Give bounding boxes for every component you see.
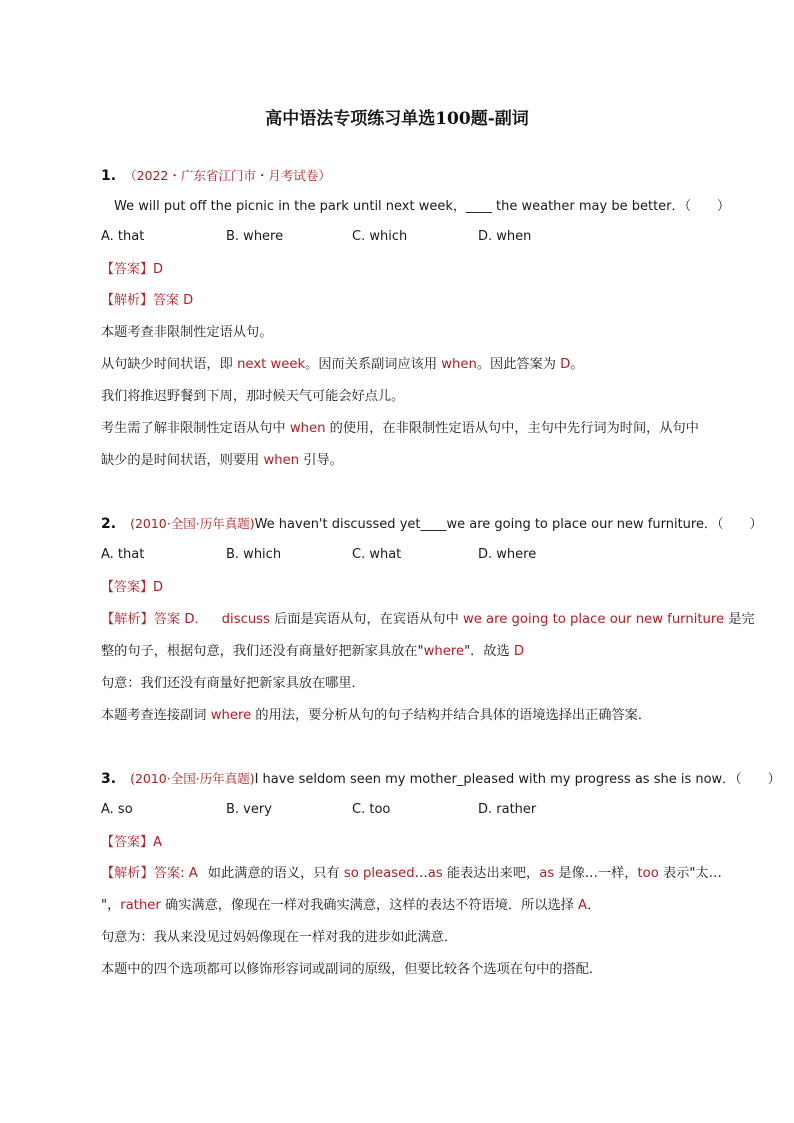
question-source: （2022・广东省江门市・月考试卷） [124, 168, 331, 183]
explain-text: 句意：我们还没有商量好把新家具放在哪里． [101, 676, 365, 691]
explain-text: ． [587, 898, 601, 913]
explain-line [101, 420, 699, 438]
option-a: A. that [101, 229, 145, 244]
question-1-header [101, 167, 331, 186]
explain-text: … [414, 866, 428, 881]
question-source: (2010·全国·历年真题) [130, 771, 255, 786]
page-title: 高中语法专项练习单选100题-副词 [265, 109, 529, 129]
analysis-head: 答案: A [153, 866, 198, 881]
highlight-term: where [210, 708, 252, 723]
highlight-term: so pleased [343, 866, 415, 881]
option-d: D. when [478, 229, 532, 244]
question-3-header [101, 770, 781, 789]
highlight-term: A [578, 898, 588, 913]
explain-text: 从句缺少时间状语，即 [101, 357, 238, 372]
explain-text: 引导。 [299, 453, 343, 468]
highlight-term: we are going to place our new furniture [462, 612, 725, 627]
explain-text: 确实满意，像现在一样对我确实满意，这样的表达不符语境．所以选择 [160, 898, 579, 913]
explain-line [101, 897, 600, 915]
explain-text: 能表达出来吧， [442, 866, 540, 881]
explain-text: 表示"太… [658, 866, 722, 881]
explain-inline [222, 612, 755, 627]
explain-text: 本题考查非限制性定语从句。 [101, 325, 273, 340]
question-2-header [101, 515, 762, 534]
answer-label: 【答案】 [101, 262, 154, 277]
explain-text: 是完 [724, 612, 755, 627]
highlight-term: when [289, 421, 326, 436]
analysis-label: 【解析】 [101, 612, 154, 627]
highlight-term: when [263, 453, 300, 468]
explain-line [101, 675, 365, 693]
explain-text: 本题中的四个选项都可以修饰形容词或副词的原级，但要比较各个选项在句中的搭配． [101, 962, 603, 977]
question-source: (2010·全国·历年真题) [130, 516, 255, 531]
explain-line [101, 324, 272, 342]
explain-line [101, 707, 651, 725]
explain-text: 句意为：我从来没见过妈妈像现在一样对我的进步如此满意． [101, 930, 458, 945]
explain-text: 本题考查连接副词 [101, 708, 211, 723]
highlight-term: where [423, 644, 465, 659]
question-1-answer [101, 261, 163, 279]
explain-text: 整的句子，根据句意，我们还没有商量好把新家具放在" [101, 644, 424, 659]
explain-inline [208, 866, 722, 881]
explain-line [101, 356, 584, 374]
option-c: C. what [352, 547, 402, 562]
option-b: B. which [226, 547, 282, 562]
question-1-options [101, 229, 661, 247]
explain-line [101, 961, 602, 979]
explain-text: 考生需了解非限制性定语从句中 [101, 421, 290, 436]
highlight-term: as [539, 866, 555, 881]
option-a: A. so [101, 802, 133, 817]
explain-line [101, 929, 457, 947]
answer-label: 【答案】 [101, 580, 154, 595]
explain-text: 是像…一样， [554, 866, 638, 881]
question-stem: I have seldom seen my mother_pleased with my progress as she is now．（ ） [254, 772, 781, 787]
answer-value: D [153, 262, 164, 277]
highlight-term: D [560, 357, 571, 372]
analysis-label: 【解析】 [101, 293, 154, 308]
highlight-term: rather [120, 898, 161, 913]
highlight-term: discuss [221, 612, 270, 627]
question-3-analysis [101, 865, 722, 883]
explain-text: "．故选 [464, 644, 514, 659]
highlight-term: D [513, 644, 525, 659]
question-2-options [101, 547, 661, 565]
highlight-term: as [427, 866, 443, 881]
highlight-term: next week [237, 357, 306, 372]
question-number: 3. [101, 771, 117, 787]
analysis-label: 【解析】 [101, 866, 154, 881]
explain-line [101, 388, 404, 406]
explain-line [101, 643, 524, 661]
explain-text: 我们将推迟野餐到下周，那时候天气可能会好点儿。 [101, 389, 405, 404]
explain-text: 。 [570, 357, 584, 372]
explain-text: 。因此答案为 [476, 357, 561, 372]
analysis-head: 答案 D． [153, 612, 208, 627]
question-1-stem: We will put off the picnic in the park until next week，____ the weather may be better．（ ） [114, 199, 731, 214]
explain-text: 的使用，在非限制性定语从句中，主句中先行词为时间，从句中 [325, 421, 699, 436]
option-c: C. which [352, 229, 408, 244]
question-1-analysis [101, 292, 193, 310]
answer-value: A [153, 835, 162, 850]
highlight-term: too [637, 866, 659, 881]
option-a: A. that [101, 547, 145, 562]
answer-value: D [153, 580, 164, 595]
question-2-analysis [101, 611, 755, 629]
question-number: 1. [101, 168, 117, 184]
explain-text: 的用法，要分析从句的句子结构并结合具体的语境选择出正确答案． [251, 708, 652, 723]
highlight-term: when [441, 357, 477, 372]
option-b: B. very [226, 802, 272, 817]
question-2-answer [101, 579, 163, 597]
answer-label: 【答案】 [101, 835, 154, 850]
explain-text: 后面是宾语从句，在宾语从句中 [269, 612, 463, 627]
question-3-answer [101, 834, 162, 852]
option-d: D. where [478, 547, 537, 562]
question-number: 2. [101, 516, 117, 532]
option-c: C. too [352, 802, 391, 817]
analysis-head: 答案 D [153, 293, 194, 308]
explain-line [101, 452, 343, 470]
explain-text: 如此满意的语义，只有 [207, 866, 344, 881]
question-3-options [101, 802, 661, 820]
explain-text: 。因而关系副词应该用 [305, 357, 442, 372]
explain-text: "， [101, 898, 121, 913]
question-stem: We haven't discussed yet____we are going to place our new furniture．（ ） [254, 517, 763, 532]
option-b: B. where [226, 229, 284, 244]
option-d: D. rather [478, 802, 537, 817]
explain-text: 缺少的是时间状语，则要用 [101, 453, 264, 468]
